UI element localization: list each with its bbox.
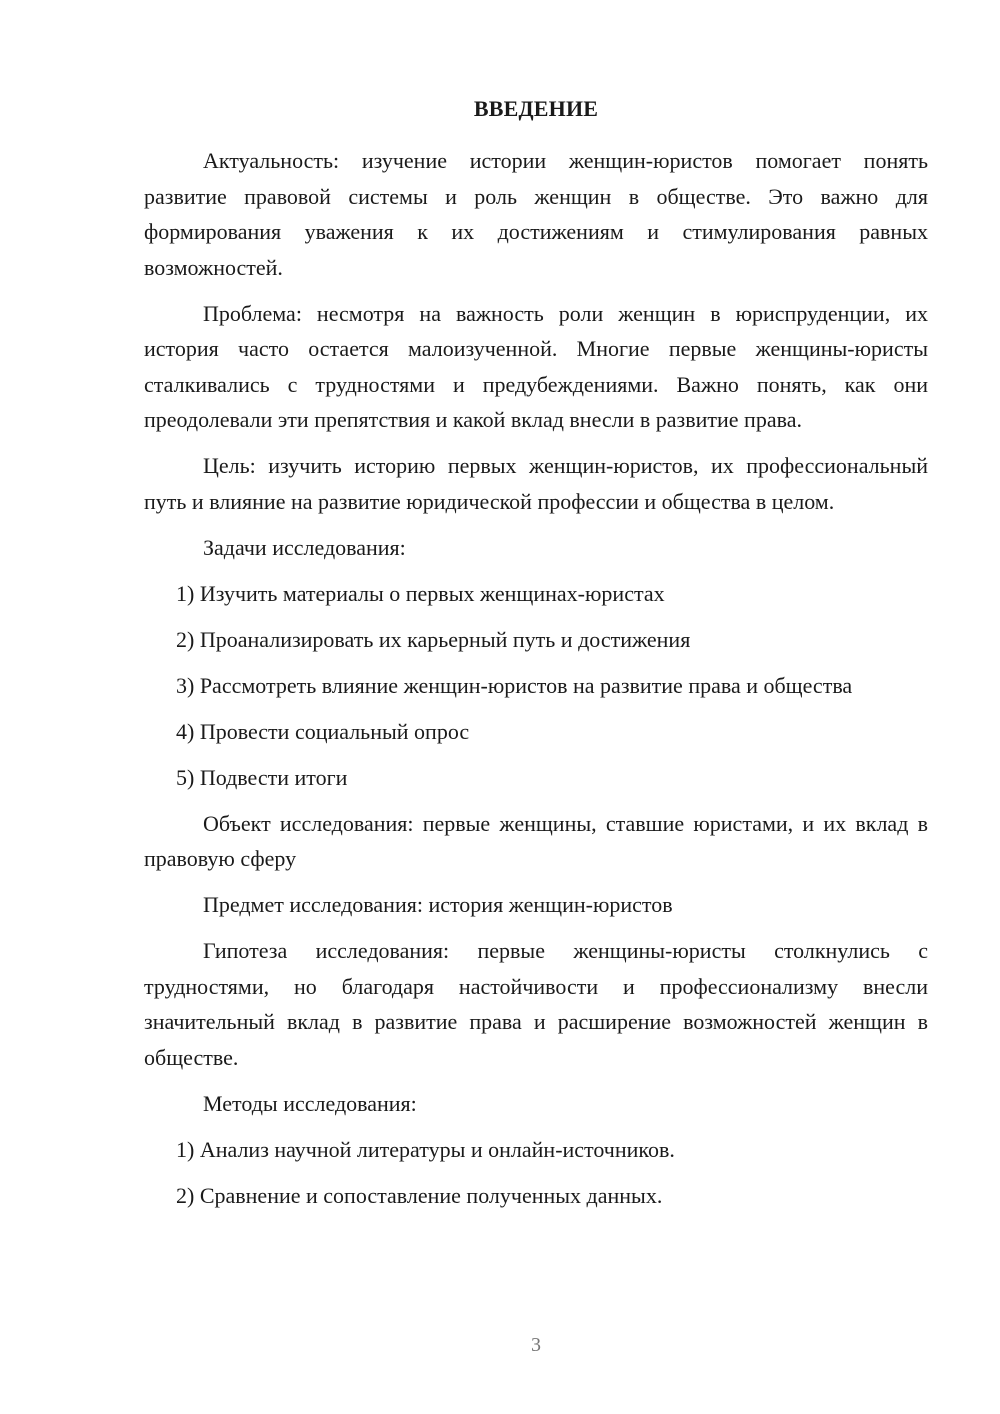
object-paragraph: Объект исследования: первые женщины, ставшие юристами, и их вклад в правовую сферу [144,810,928,871]
methods-heading: Методы исследования: [203,1090,417,1116]
subject-paragraph: Предмет исследования: история женщин-юристов [203,892,673,917]
task-item-2: 2) Проанализировать их карьерный путь и достижения [176,626,691,652]
task-item-3: 3) Рассмотреть влияние женщин-юристов на развитие права и общества [176,672,853,698]
method-item-1: 1) Анализ научной литературы и онлайн-источников. [176,1136,675,1162]
hypothesis-paragraph: Гипотеза исследования: первые женщины-юристы столкнулись с трудностями, но благодаря настойчивости и профессионализму внесли значительный вклад в развитие права и расширение возможностей женщин в обществе. [144,938,928,1070]
problem-paragraph: Проблема: несмотря на важность роли женщин в юриспруденции, их история часто остается малоизученной. Многие первые женщины-юристы сталкивались с трудностями и предубеждениями. Важно понять, как они преодолевали эти препятствия и какой вклад внесли в развитие права. [144,300,928,432]
goal-paragraph: Цель: изучить историю первых женщин-юристов, их профессиональный путь и влияние на развитие юридической профессии и общества в целом. [144,453,928,514]
page-number: 3 [531,1334,541,1356]
body-text [144,143,928,1224]
task-item-1: 1) Изучить материалы о первых женщинах-юристах [176,580,665,606]
task-item-4: 4) Провести социальный опрос [176,718,470,744]
page-title: ВВЕДЕНИЕ [473,96,599,121]
task-item-5: 5) Подвести итоги [176,764,348,790]
tasks-heading: Задачи исследования: [203,534,406,560]
method-item-2: 2) Сравнение и сопоставление полученных данных. [176,1182,663,1208]
relevance-paragraph: Актуальность: изучение истории женщин-юристов помогает понять развитие правовой системы и роль женщин в обществе. Это важно для формирования уважения к их достижениям и стимулирования равных возможностей. [144,148,928,280]
